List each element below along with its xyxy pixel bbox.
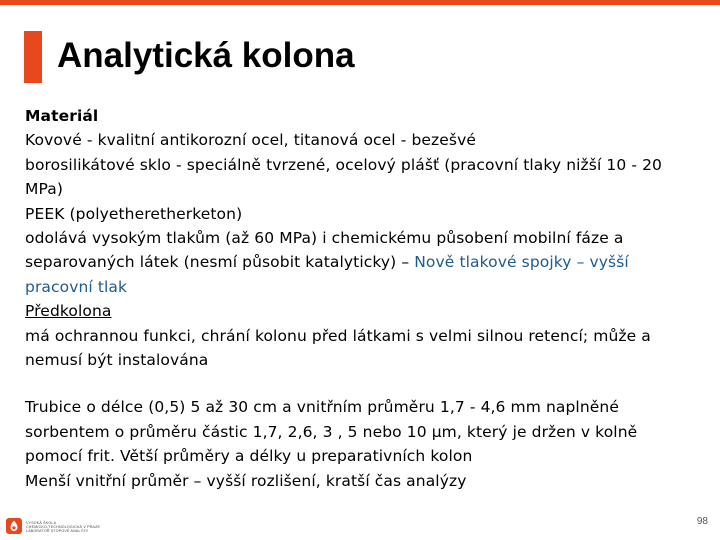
flame-logo-icon (6, 518, 22, 534)
precolumn-description: má ochrannou funkci, chrání kolonu před látkami s velmi silnou retencí; může a nemusí být instalována (25, 326, 651, 370)
peek-properties-text: odolává vysokým tlakům (až 60 MPa) i chemickému působení mobilní fáze a separovaných látek (nesmí působit katalyticky) – (25, 229, 624, 272)
organization-line-1: VYSOKÁ ŠKOLA (26, 521, 57, 525)
top-accent-bar (0, 0, 720, 5)
pressure-fittings-highlight: Nově tlakové spojky – vyšší pracovní tlak (25, 253, 629, 296)
peek-properties-line (25, 226, 695, 299)
slide-title: Analytická kolona (57, 36, 355, 75)
material-heading: Materiál (25, 107, 99, 125)
paragraph-spacer (25, 372, 695, 395)
slide-body (25, 104, 695, 493)
organization-name (26, 521, 100, 534)
page-number: 98 (696, 516, 708, 527)
glass-materials-line: borosilikátové sklo - speciálně tvrzené, ocelový plášť (pracovní tlaky nižší 10 - 20 MPa) (25, 155, 662, 199)
organization-line-3: LABORATOŘ STOPOVÉ ANALÝZY (26, 529, 89, 534)
organization-line-2: CHEMICKO-TECHNOLOGICKÁ V PRAZE (26, 525, 101, 530)
metal-materials-line: Kovové - kvalitní antikorozní ocel, titanová ocel - bezešvé (25, 131, 476, 150)
precolumn-heading: Předkolona (25, 302, 112, 321)
peek-line: PEEK (polyetheretherketon) (25, 204, 243, 223)
tube-description: Trubice o délce (0,5) 5 až 30 cm a vnitřním průměru 1,7 - 4,6 mm naplněné sorbentem o průměru částic 1,7, 2,6, 3 , 5 nebo 10 µm, který je držen v kolně pomocí frit. Větší průměry a délky u preparativních kolon (25, 398, 638, 466)
diameter-note: Menší vnitřní průměr – vyšší rozlišení, kratší čas analýzy (25, 471, 467, 490)
title-accent-bar (24, 31, 42, 83)
